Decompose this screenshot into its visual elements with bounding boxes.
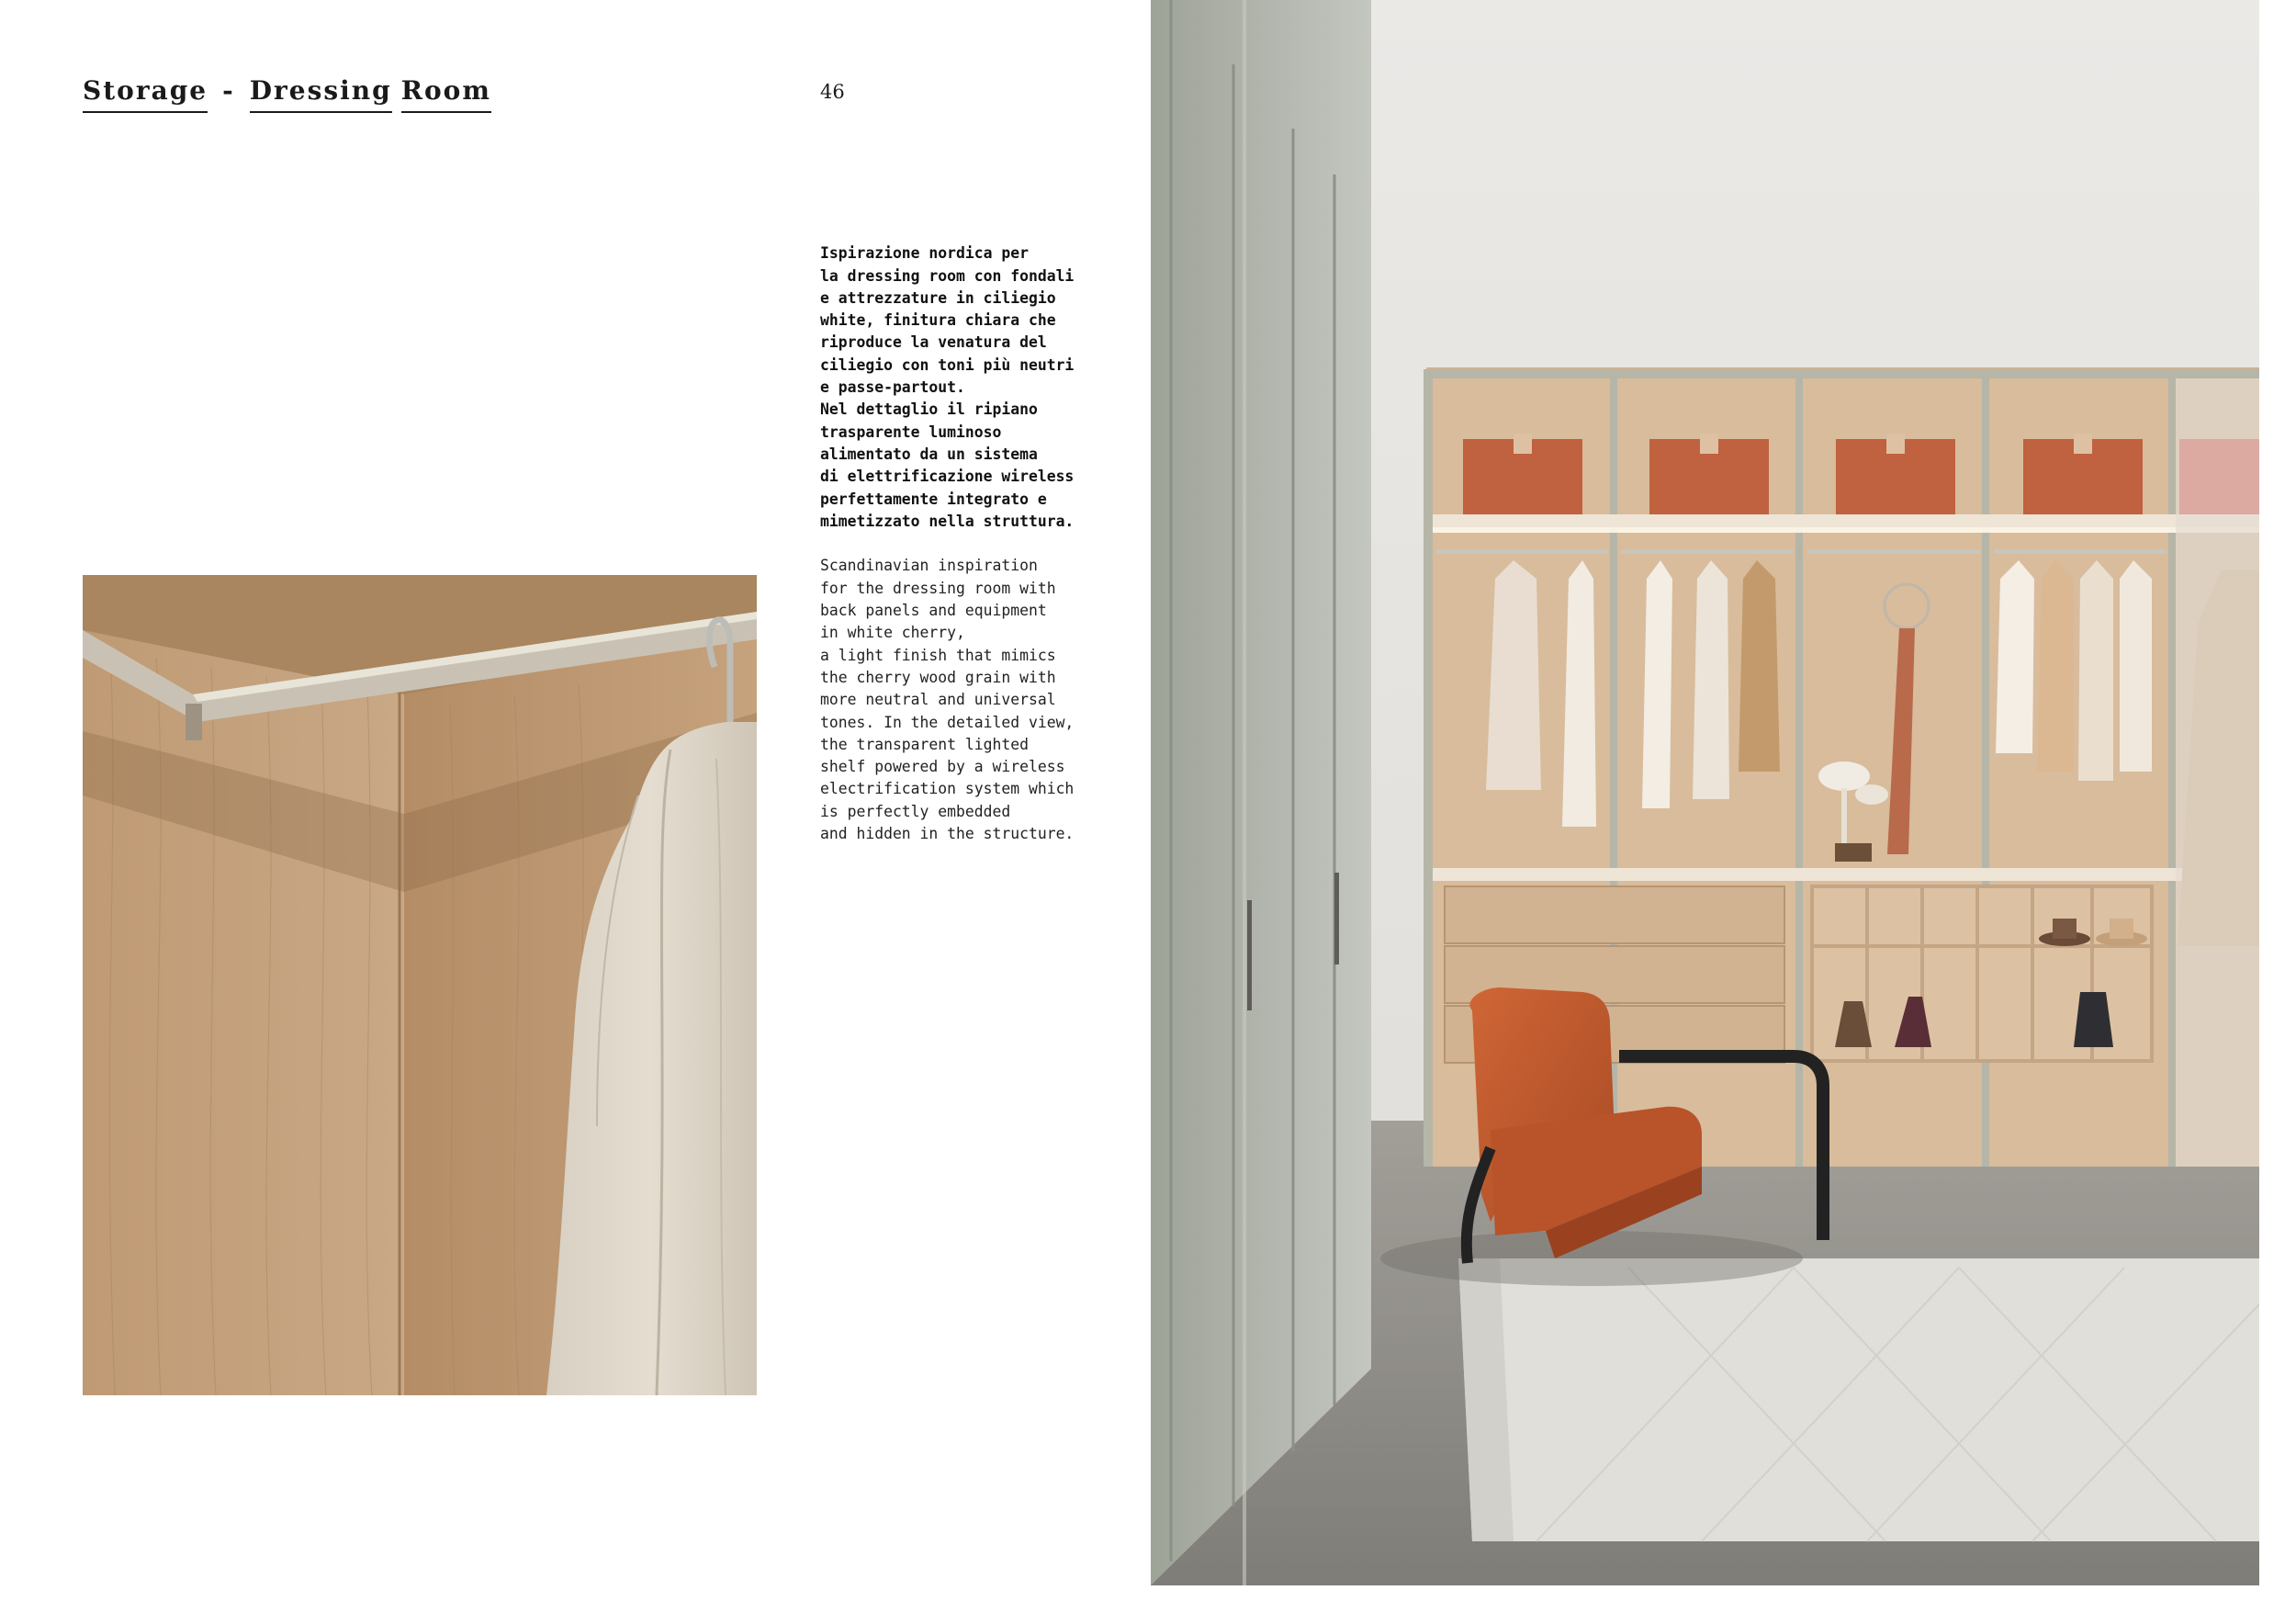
dressing-room-illustration bbox=[1151, 0, 2259, 1585]
title-separator: - bbox=[222, 75, 235, 106]
title-word-room: Room bbox=[401, 75, 491, 113]
title-word-storage: Storage bbox=[83, 75, 208, 113]
page-number: 46 bbox=[820, 81, 845, 103]
section-title bbox=[83, 75, 491, 113]
title-word-dressing: Dressing bbox=[250, 75, 392, 113]
detail-photo bbox=[83, 575, 757, 1395]
main-photo bbox=[1151, 0, 2259, 1585]
description-text bbox=[820, 220, 1096, 868]
detail-photo-illustration bbox=[83, 575, 757, 1395]
description-italian: Ispirazione nordica per la dressing room con fondali e attrezzature in ciliegio white, finitura chiara che riproduce la venatura del ciliegio con toni più neutri e passe-partout. Nel dettaglio il ripiano trasparente luminoso alimentato da un sistema di elettrificazione wireless perfettamente integrato e mimetizzato nella struttura. bbox=[820, 244, 1075, 530]
description-english: Scandinavian inspiration for the dressing room with back panels and equipment in white cherry, a light finish that mimics the cherry wood grain with more neutral and universal tones. In the detailed view, the transparent lighted shelf powered by a wireless electrification system which is perfectly embedded and hidden in the structure. bbox=[820, 557, 1075, 843]
